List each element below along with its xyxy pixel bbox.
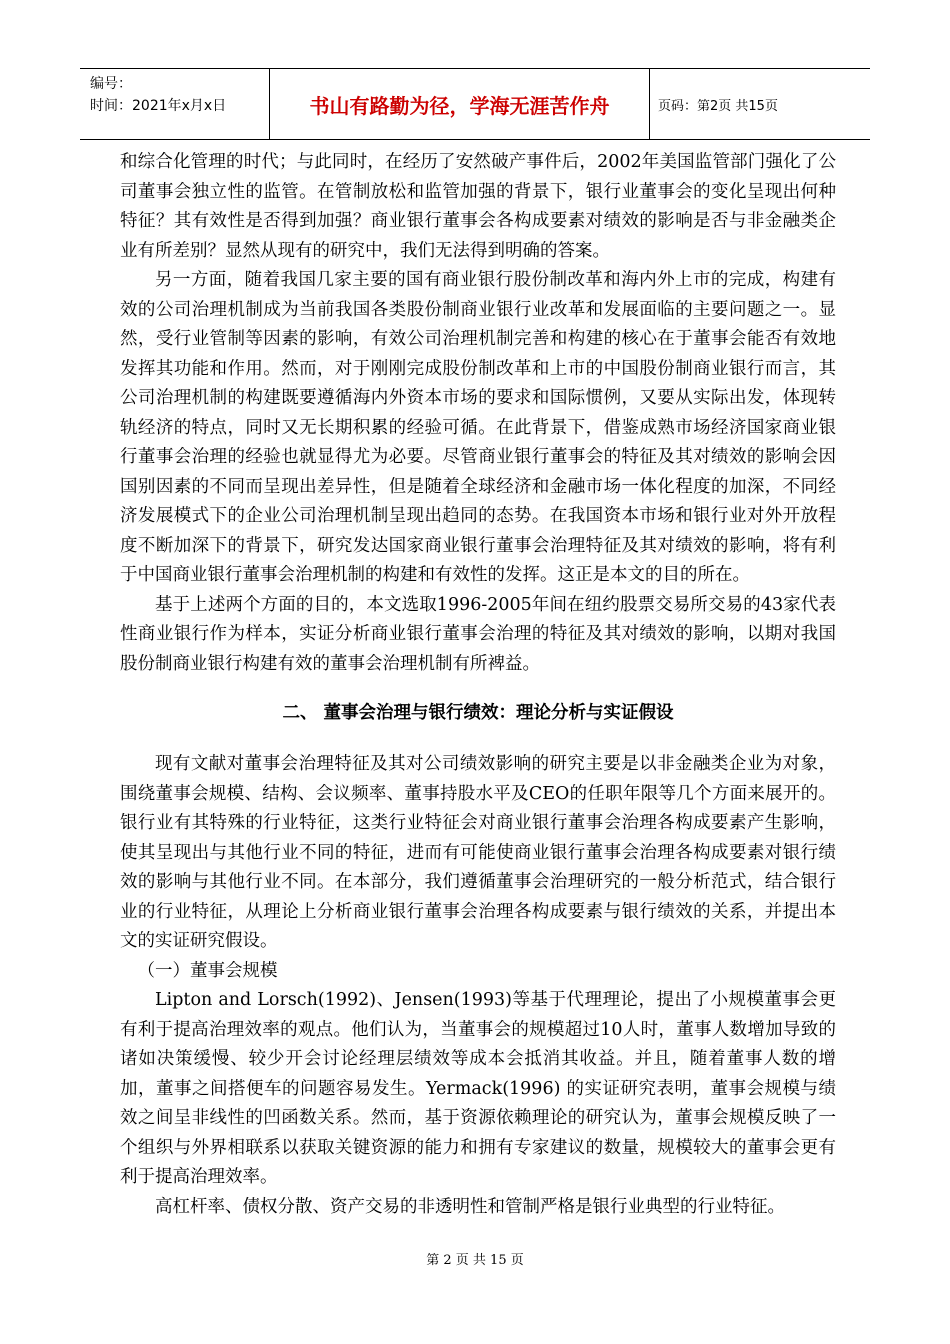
document-body bbox=[120, 148, 836, 1222]
subsection-heading: （一）董事会规模 bbox=[137, 960, 278, 981]
page-header bbox=[80, 68, 870, 140]
header-motto: 书山有路勤为径，学海无涯苦作舟 bbox=[270, 69, 650, 139]
section-heading: 二、 董事会治理与银行绩效：理论分析与实证假设 bbox=[282, 703, 674, 723]
code-label: 编号： bbox=[90, 76, 132, 92]
paragraph-6: 高杠杆率、债权分散、资产交易的非透明性和管制严格是银行业典型的行业特征。 bbox=[155, 1196, 785, 1217]
page-footer: 第 2 页 共 15 页 bbox=[426, 1253, 524, 1268]
paragraph-4: 现有文献对董事会治理特征及其对公司绩效影响的研究主要是以非金融类企业为对象，围绕董事会规模、结构、会议频率、董事持股水平及CEO的任职年限等几个方面来展开的。银行业有其特殊的行业特征，这类行业特征会对商业银行董事会治理各构成要素产生影响，使其呈现出与其他行业不同的特征，进而有可能使商业银行董事会治理各构成要素对银行绩效的影响与其他行业不同。在本部分，我们遵循董事会治理研究的一般分析范式，结合银行业的行业特征，从理论上分析商业银行董事会治理各构成要素与银行绩效的关系，并提出本文的实证研究假设。 bbox=[120, 754, 836, 951]
paragraph-2: 另一方面，随着我国几家主要的国有商业银行股份制改革和海内外上市的完成，构建有效的公司治理机制成为当前我国各类股份制商业银行业改革和发展面临的主要问题之一。显然，受行业管制等因素的影响，有效公司治理机制完善和构建的核心在于董事会能否有效地发挥其功能和作用。然而，对于刚刚完成股份制改革和上市的中国股份制商业银行而言，其公司治理机制的构建既要遵循海内外资本市场的要求和国际惯例，又要从实际出发，体现转轨经济的特点，同时又无长期积累的经验可循。在此背景下，借鉴成熟市场经济国家商业银行董事会治理的经验也就显得尤为必要。尽管商业银行董事会的特征及其对绩效的影响会因国别因素的不同而呈现出差异性，但是随着全球经济和金融市场一体化程度的加深，不同经济发展模式下的企业公司治理机制呈现出趋同的态势。在我国资本市场和银行业对外开放程度不断加深下的背景下，研究发达国家商业银行董事会治理特征及其对绩效的影响，将有利于中国商业银行董事会治理机制的构建和有效性的发挥。这正是本文的目的所在。 bbox=[120, 270, 836, 585]
paragraph-3: 基于上述两个方面的目的，本文选取1996-2005年间在纽约股票交易所交易的43家代表性商业银行作为样本，实证分析商业银行董事会治理的特征及其对绩效的影响，以期对我国股份制商业银行构建有效的董事会治理机制有所裨益。 bbox=[120, 594, 836, 674]
paragraph-5: Lipton and Lorsch(1992)、Jensen(1993)等基于代理理论，提出了小规模董事会更有利于提高治理效率的观点。他们认为，当董事会的规模超过10人时，董事人数增加导致的诸如决策缓慢、较少开会讨论经理层绩效等成本会抵消其收益。并且，随着董事人数的增加，董事之间搭便车的问题容易发生。Yermack(1996) 的实证研究表明，董事会规模与绩效之间呈非线性的凹函数关系。然而，基于资源依赖理论的研究认为，董事会规模反映了一个组织与外界相联系以获取关键资源的能力和拥有专家建议的数量，规模较大的董事会更有利于提高治理效率。 bbox=[120, 990, 836, 1187]
time-label: 时间：2021年x月x日 bbox=[90, 98, 227, 114]
header-page-info: 页码：第2页 共15页 bbox=[658, 98, 778, 114]
header-meta bbox=[80, 69, 270, 139]
paragraph-1: 和综合化管理的时代；与此同时，在经历了安然破产事件后，2002年美国监管部门强化了公司董事会独立性的监管。在管制放松和监管加强的背景下，银行业董事会的变化呈现出何种特征？其有效性是否得到加强？商业银行董事会各构成要素对绩效的影响是否与非金融类企业有所差别？显然从现有的研究中，我们无法得到明确的答案。 bbox=[120, 152, 836, 261]
